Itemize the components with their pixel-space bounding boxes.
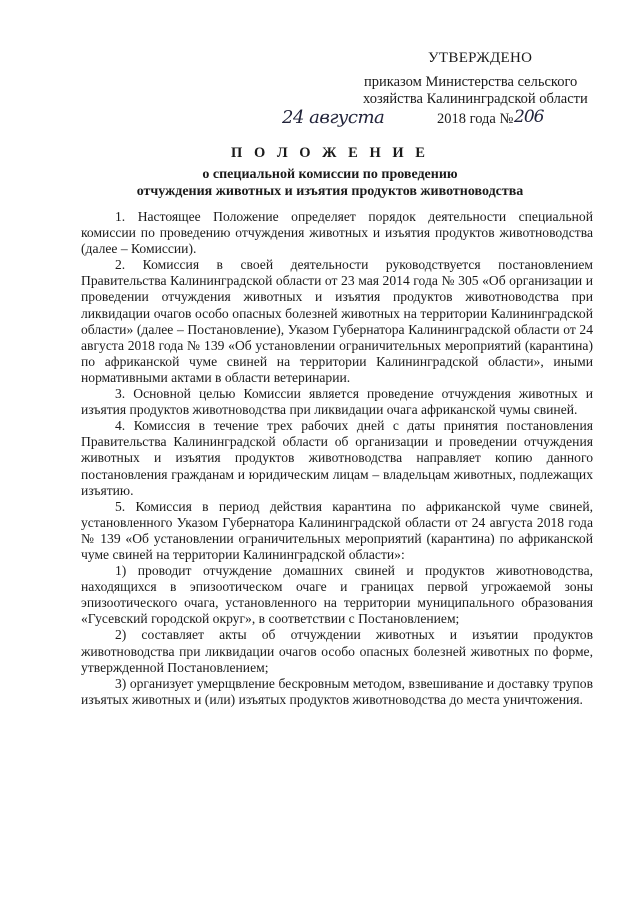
paragraph-4: 4. Комиссия в течение трех рабочих дней с даты принятия постановления Правительства Калининградской области об организации и проведении отчуждения животных и изъятия продуктов животноводства направляет копию данного постановления гражданам и юридическим лицам – владельцам животных, подлежащих изъятию. bbox=[81, 418, 593, 498]
subitem-2: 2) составляет акты об отчуждении животных и изъятии продуктов животноводства при ликвидации очагов особо опасных болезней животных по форме, утвержденной Постановлением; bbox=[81, 627, 593, 675]
approval-title: УТВЕРЖДЕНО bbox=[428, 50, 533, 66]
paragraph-3: 3. Основной целью Комиссии является проведение отчуждения животных и изъятия продуктов животноводства при ликвидации очага африканской чумы свиней. bbox=[81, 386, 593, 418]
document-heading bbox=[60, 145, 600, 200]
approval-date-line bbox=[282, 107, 582, 131]
document-subtitle-1: о специальной комиссии по проведению bbox=[202, 167, 458, 182]
approval-block bbox=[360, 50, 620, 108]
subitem-1: 1) проводит отчуждение домашних свиней и продуктов животноводства, находящихся в эпизоотическом очаге и границах первой угрожаемой зоны эпизоотического очага, установленного на территории муниципального образования «Гусевский городской округ», в соответствии с Постановлением; bbox=[81, 563, 593, 627]
document-title: П О Л О Ж Е Н И Е bbox=[231, 145, 429, 161]
document-subtitle-2: отчуждения животных и изъятия продуктов животноводства bbox=[136, 184, 524, 199]
paragraph-1: 1. Настоящее Положение определяет порядок деятельности специальной комиссии по проведению отчуждения животных и изъятия продуктов животноводства (далее – Комиссии). bbox=[81, 209, 593, 257]
approval-line-1: приказом Министерства сельского bbox=[364, 74, 578, 90]
approval-line-2: хозяйства Калининградской области bbox=[363, 91, 588, 107]
approval-date-text: 2018 года № bbox=[437, 111, 514, 127]
handwritten-date: 24 августа bbox=[282, 107, 385, 128]
paragraph-2: 2. Комиссия в своей деятельности руководствуется постановлением Правительства Калининградской области от 23 мая 2014 года № 305 «Об организации и проведении отчуждения животных и изъятия продуктов животноводства при ликвидации очагов особо опасных болезней животных на территории Калининградской области» (далее – Постановление), Указом Губернатора Калининградской области от 24 августа 2018 года № 139 «Об установлении ограничительных мероприятий (карантина) по африканской чуме свиней на территории Калининградской области», иными нормативными актами в области ветеринарии. bbox=[81, 257, 593, 385]
subitem-3: 3) организует умерщвление бескровным методом, взвешивание и доставку трупов изъятых животных и (или) изъятых продуктов животноводства до места уничтожения. bbox=[81, 675, 593, 707]
paragraph-5: 5. Комиссия в период действия карантина по африканской чуме свиней, установленного Указом Губернатора Калининградской области от 24 августа 2018 года № 139 «Об установлении ограничительных мероприятий (карантина) по африканской чуме свиней на территории Калининградской области»: bbox=[81, 498, 593, 562]
document-body bbox=[81, 209, 593, 708]
handwritten-order-number: 206 bbox=[514, 107, 544, 127]
